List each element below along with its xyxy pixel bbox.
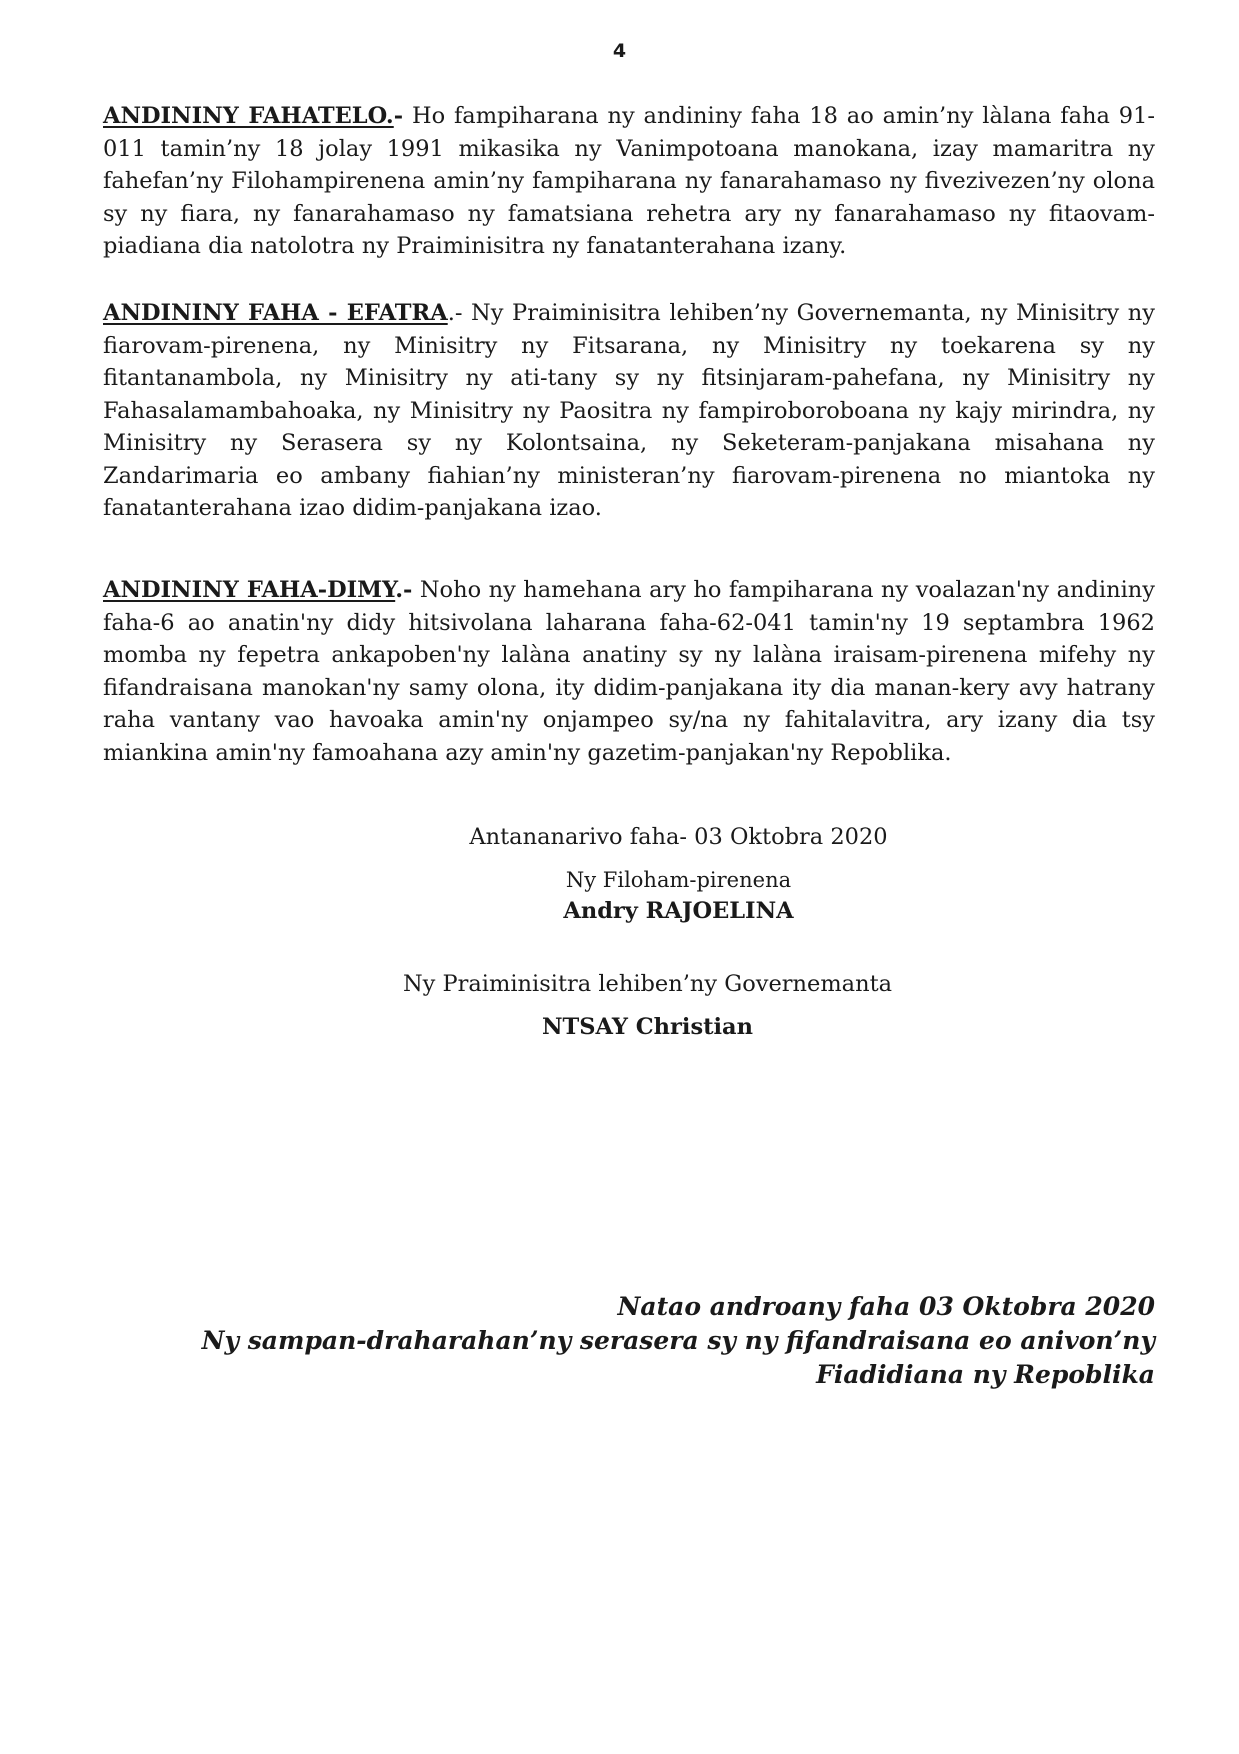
- president-name: Andry RAJOELINA: [563, 898, 794, 924]
- article-heading: ANDININY FAHA - EFATRA: [103, 300, 448, 326]
- article-heading-separator: .-: [447, 300, 463, 326]
- certification-institution: Fiadidiana ny Repoblika: [816, 1360, 1155, 1389]
- signature-place-date: Antananarivo faha- 03 Oktobra 2020: [469, 824, 888, 850]
- president-title: Ny Filoham-pirenena: [565, 868, 792, 892]
- article-fahatelo: [103, 100, 1155, 263]
- article-faha-dimy: [103, 574, 1155, 769]
- article-body: Noho ny hamehana ary ho fampiharana ny voalazan'ny andininy faha-6 ao anatin'ny didy hitsivolana laharana faha-62-041 tamin'ny 19 septambra 1962 momba ny fepetra ankapoben'ny lalàna anatiny sy ny lalàna iraisam-pirenena mifehy ny fifandraisana manokan'ny samy olona, ity didim-panjakana ity dia manan-kery avy hatrany raha vantany vao havoaka amin'ny onjampeo sy/na ny fahitalavitra, ary izany dia tsy miankina amin'ny famoahana azy amin'ny gazetim-panjakan'ny Repoblika.: [103, 577, 1155, 766]
- certification-date: Natao androany faha 03 Oktobra 2020: [617, 1292, 1155, 1321]
- prime-minister-name: NTSAY Christian: [541, 1014, 753, 1040]
- page-number: 4: [612, 40, 627, 62]
- prime-minister-title: Ny Praiminisitra lehiben’ny Governemanta: [402, 971, 893, 997]
- article-body: Ho fampiharana ny andininy faha 18 ao amin’ny làlana faha 91-011 tamin’ny 18 jolay 1991 mikasika ny Vanimpotoana manokana, izay mamaritra ny fahefan’ny Filohampirenena amin’ny fampiharana ny fanarahamaso ny fivezivezen’ny olona sy ny fiara, ny fanarahamaso ny famatsiana rehetra ary ny fanarahamaso ny fitaovam-piadiana dia natolotra ny Praiminisitra ny fanatanterahana izany.: [103, 103, 1155, 259]
- article-heading-separator: -: [393, 103, 404, 129]
- article-heading: ANDININY FAHA-DIMY: [103, 577, 396, 603]
- certification-office: Ny sampan-draharahan’ny serasera sy ny fifandraisana eo anivon’ny: [201, 1326, 1155, 1355]
- article-faha-efatra: [103, 297, 1155, 525]
- article-heading: ANDININY FAHATELO.: [103, 103, 394, 129]
- article-body: Ny Praiminisitra lehiben’ny Governemanta, ny Minisitry ny fiarovam-pirenena, ny Minisitry ny Fitsarana, ny Minisitry ny toekarena sy ny fitantanambola, ny Minisitry ny ati-tany sy ny fitsinjaram-pahefana, ny Minisitry ny Fahasalamambahoaka, ny Minisitry ny Paositra ny fampiroboroboana ny kajy mirindra, ny Minisitry ny Serasera sy ny Kolontsaina, ny Seketeram-panjakana misahana ny Zandarimaria eo ambany fiahian’ny ministeran’ny fiarovam-pirenena no miantoka ny fanatanterahana izao didim-panjakana izao.: [103, 300, 1155, 521]
- article-heading-separator: .-: [395, 577, 413, 603]
